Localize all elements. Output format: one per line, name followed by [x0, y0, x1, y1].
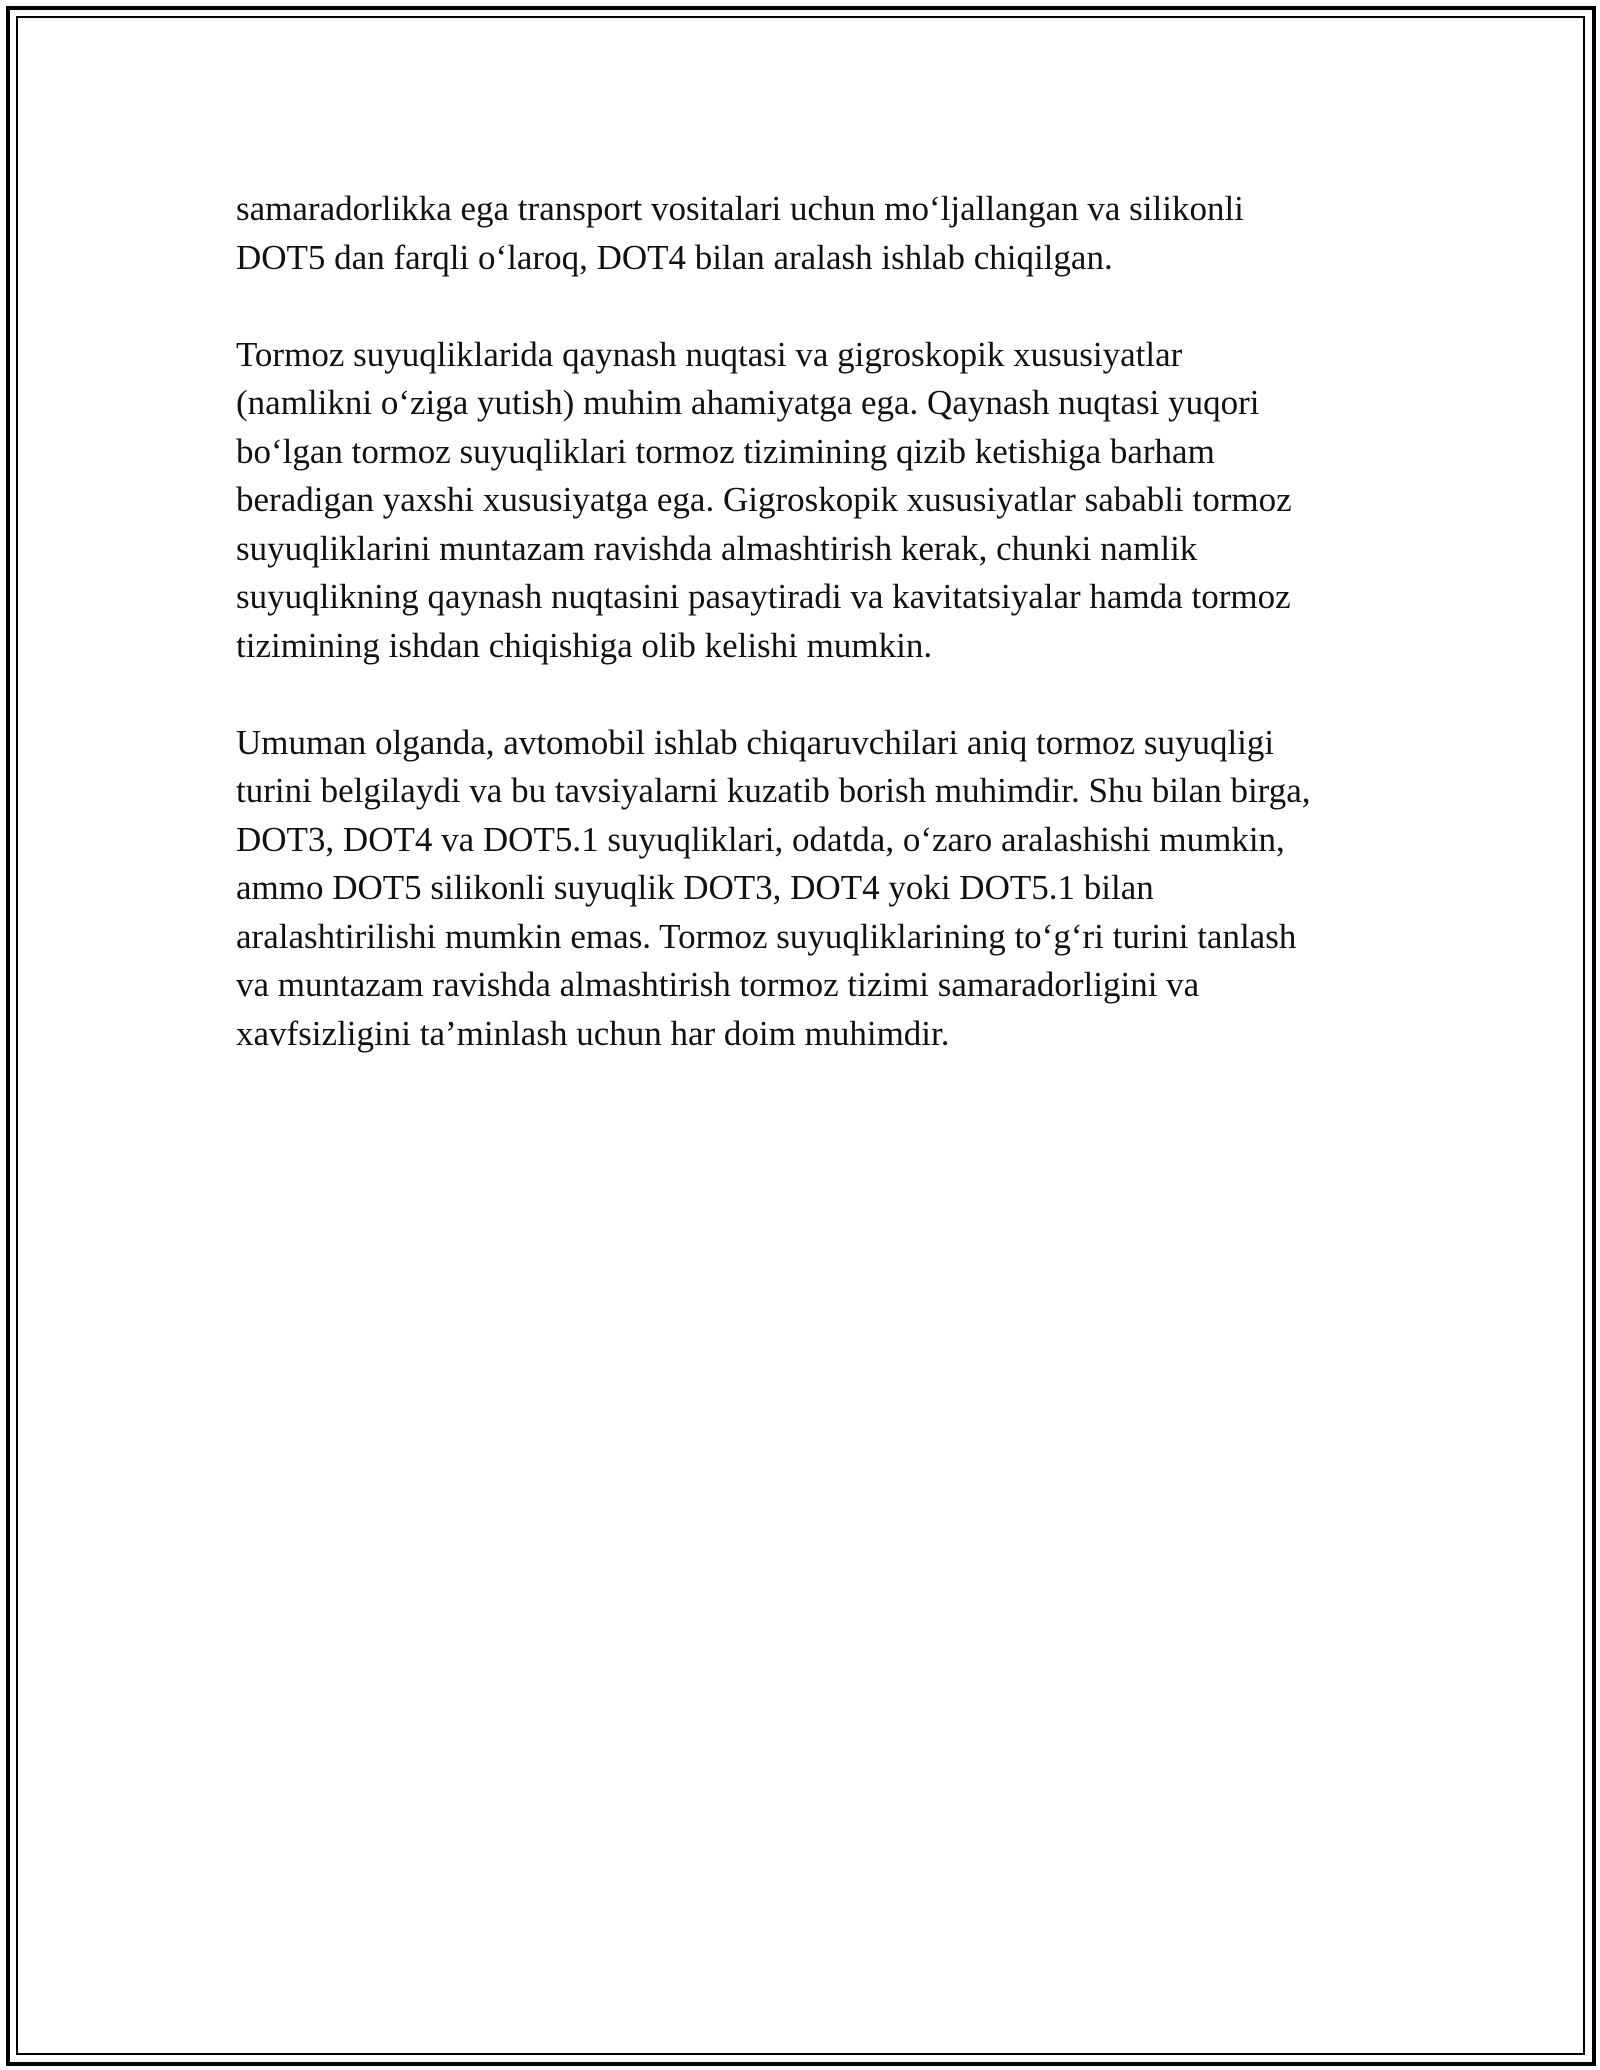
text-line: beradigan yaxshi xususiyatga ega. Gigroskopik xususiyatlar sababli tormoz	[236, 480, 1292, 519]
paragraph-1	[236, 185, 1386, 282]
text-line: tizimining ishdan chiqishiga olib kelishi mumkin.	[236, 625, 933, 665]
text-line: ammo DOT5 silikonli suyuqlik DOT3, DOT4 yoki DOT5.1 bilan	[236, 868, 1154, 907]
text-line: bo‘lgan tormoz suyuqliklari tormoz tizimining qizib ketishiga barham	[236, 431, 1215, 471]
text-line: Umuman olganda, avtomobil ishlab chiqaruvchilari aniq tormoz suyuqligi	[236, 722, 1275, 762]
text-line: (namlikni o‘ziga yutish) muhim ahamiyatga ega. Qaynash nuqtasi yuqori	[236, 383, 1260, 422]
text-line: DOT5 dan farqli o‘laroq, DOT4 bilan aralash ishlab chiqilgan.	[236, 237, 1113, 277]
text-line: Tormoz suyuqliklarida qaynash nuqtasi va gigroskopik xususiyatlar	[236, 334, 1183, 374]
document-body	[236, 185, 1386, 1107]
text-line: aralashtirilishi mumkin emas. Tormoz suyuqliklarining to‘g‘ri turini tanlash	[236, 916, 1297, 956]
text-line: suyuqliklarini muntazam ravishda almashtirish kerak, chunki namlik	[236, 528, 1198, 568]
text-line: turini belgilaydi va bu tavsiyalarni kuzatib borish muhimdir. Shu bilan birga,	[236, 771, 1311, 810]
text-line: xavfsizligini ta’minlash uchun har doim muhimdir.	[236, 1013, 950, 1053]
text-line: suyuqlikning qaynash nuqtasini pasaytiradi va kavitatsiyalar hamda tormoz	[236, 577, 1291, 616]
paragraph-2	[236, 331, 1386, 671]
paragraph-3	[236, 719, 1386, 1059]
text-line: samaradorlikka ega transport vositalari uchun mo‘ljallangan va silikonli	[236, 189, 1244, 228]
text-line: DOT3, DOT4 va DOT5.1 suyuqliklari, odatda, o‘zaro aralashishi mumkin,	[236, 819, 1285, 859]
text-line: va muntazam ravishda almashtirish tormoz tizimi samaradorligini va	[236, 965, 1200, 1004]
